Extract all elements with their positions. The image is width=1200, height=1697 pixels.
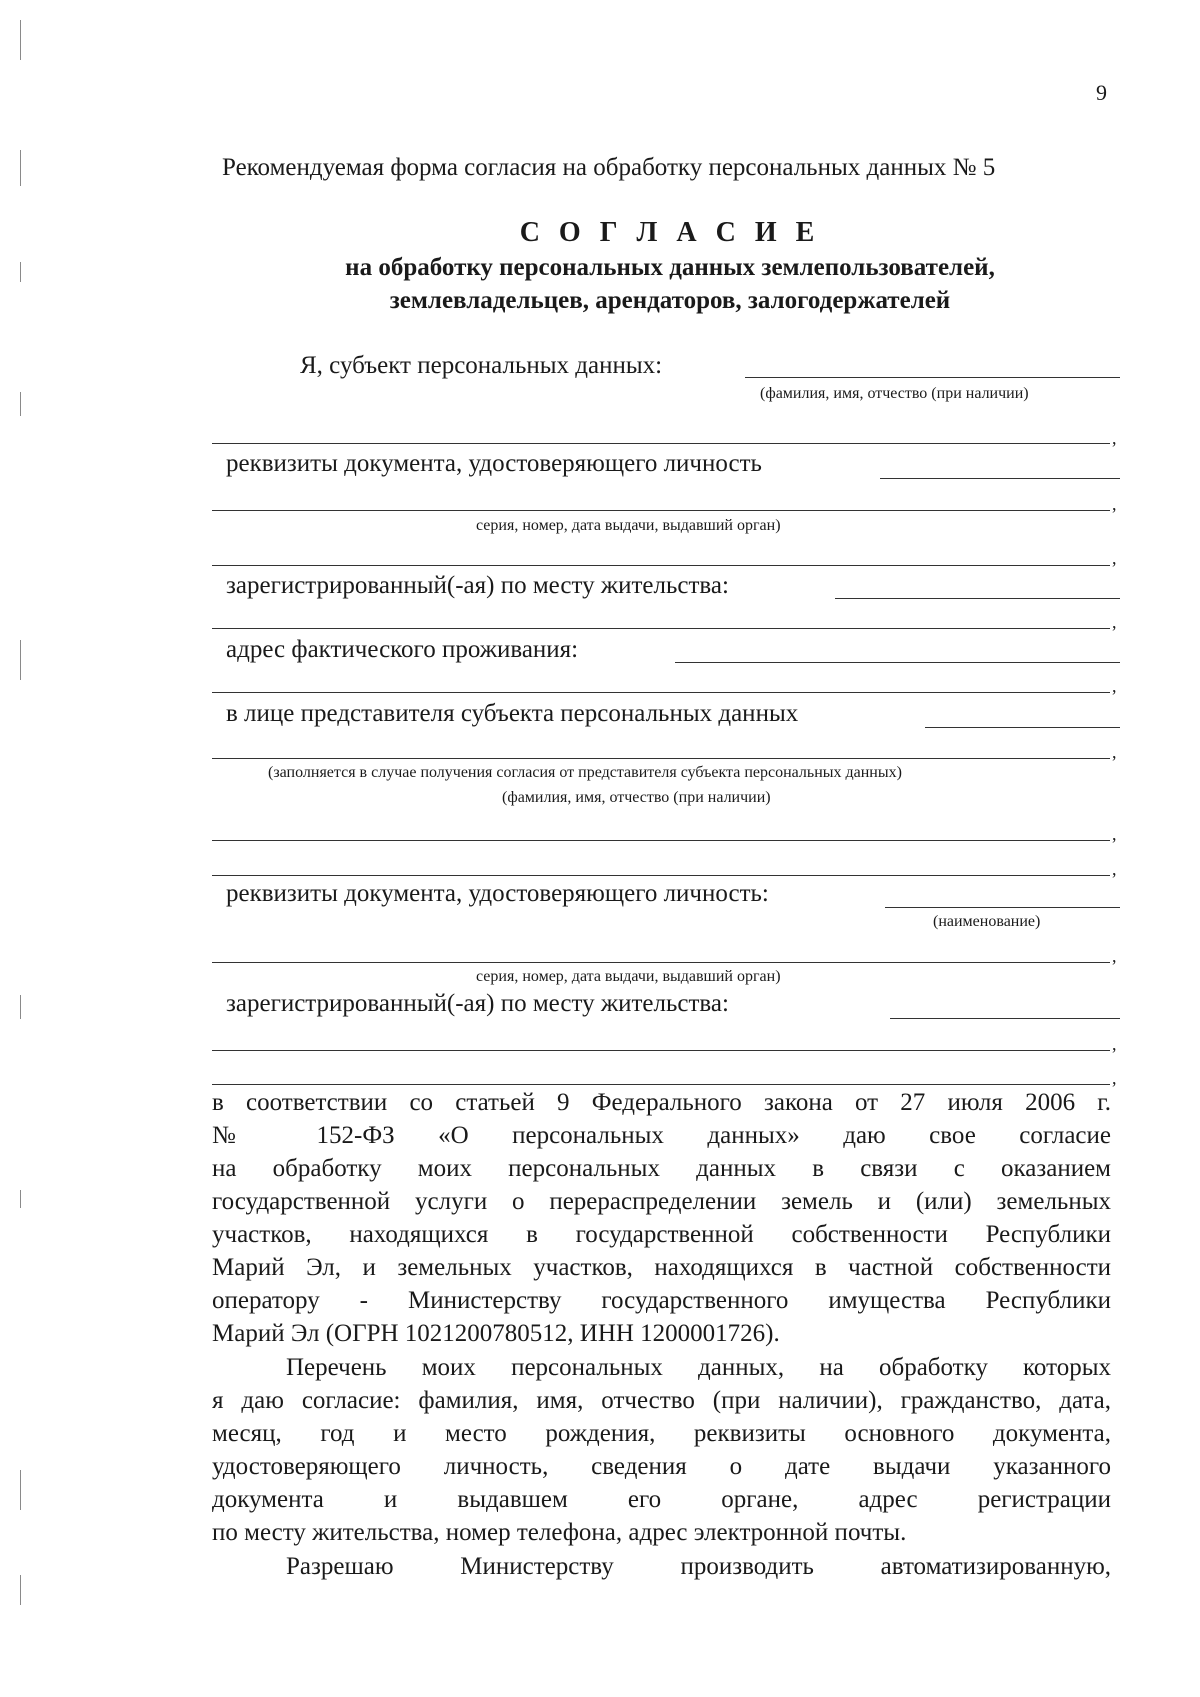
- identity-document-field-line3[interactable]: [212, 565, 1110, 566]
- representative-field-line3[interactable]: [212, 840, 1110, 841]
- page-number: 9: [1096, 80, 1107, 105]
- representative-registration-field-line3[interactable]: [212, 1084, 1110, 1085]
- comma: ,: [1112, 742, 1117, 762]
- consent-text-line: в соответствии со статьей 9 Федерального закона от 27 июля 2006 г.: [212, 1089, 1111, 1116]
- comma: ,: [1112, 548, 1117, 568]
- representative-label: в лице представителя субъекта персональных данных: [226, 700, 799, 727]
- identity-document-field[interactable]: [880, 478, 1120, 479]
- subject-name-caption: (фамилия, имя, отчество (при наличии): [760, 385, 1029, 402]
- scan-edge-mark: [20, 150, 21, 186]
- consent-text-line: Марий Эл, и земельных участков, находящихся в частной собственности: [212, 1254, 1111, 1281]
- representative-registration-field[interactable]: [890, 1018, 1120, 1019]
- comma: ,: [1112, 428, 1117, 448]
- scan-edge-mark: [20, 1470, 21, 1510]
- subject-label: Я, субъект персональных данных:: [300, 352, 663, 379]
- identity-document-caption: серия, номер, дата выдачи, выдавший орган): [476, 517, 781, 534]
- scan-edge-mark: [20, 640, 21, 680]
- personal-data-list-line: я даю согласие: фамилия, имя, отчество (при наличии), гражданство, дата,: [212, 1387, 1111, 1414]
- comma: ,: [1112, 946, 1117, 966]
- consent-text-line: № 152-ФЗ «О персональных данных» даю свое согласие: [212, 1122, 1111, 1149]
- consent-text-line: Марий Эл (ОГРН 1021200780512, ИНН 1200001726).: [212, 1320, 780, 1347]
- scan-edge-mark: [20, 20, 21, 60]
- scan-edge-mark: [20, 995, 21, 1019]
- comma: ,: [1112, 676, 1117, 696]
- representative-caption: (заполняется в случае получения согласия от представителя субъекта персональных данных): [268, 764, 902, 781]
- identity-document-field-line2[interactable]: [212, 510, 1110, 511]
- scan-edge-mark: [20, 1575, 21, 1605]
- comma: ,: [1112, 859, 1117, 879]
- actual-address-field[interactable]: [675, 662, 1120, 663]
- comma: ,: [1112, 1034, 1117, 1054]
- scan-edge-mark: [20, 1190, 21, 1208]
- document-subheading: землевладельцев, арендаторов, залогодержателей: [389, 287, 951, 314]
- representative-document-caption: серия, номер, дата выдачи, выдавший орган): [476, 968, 781, 985]
- personal-data-list-line: Перечень моих персональных данных, на обработку которых: [286, 1354, 1111, 1381]
- representative-name-field-line2[interactable]: [212, 758, 1110, 759]
- permission-text-line: Разрешаю Министерству производить автоматизированную,: [286, 1553, 1111, 1580]
- consent-text-line: на обработку моих персональных данных в связи с оказанием: [212, 1155, 1111, 1182]
- subject-name-field[interactable]: [745, 377, 1120, 378]
- representative-registration-field-line2[interactable]: [212, 1050, 1110, 1051]
- representative-registration-label: зарегистрированный(-ая) по месту жительства:: [226, 990, 729, 1017]
- consent-text-line: оператору - Министерству государственного имущества Республики: [212, 1287, 1111, 1314]
- registration-label: зарегистрированный(-ая) по месту жительства:: [226, 572, 729, 599]
- registration-address-field[interactable]: [835, 598, 1120, 599]
- document-heading: С О Г Л А С И Е: [519, 217, 821, 248]
- comma: ,: [1112, 494, 1117, 514]
- actual-address-label: адрес фактического проживания:: [226, 636, 579, 663]
- comma: ,: [1112, 612, 1117, 632]
- scan-edge-mark: [20, 262, 21, 282]
- consent-text-line: участков, находящихся в государственной собственности Республики: [212, 1221, 1111, 1248]
- consent-text-line: государственной услуги о перераспределении земель и (или) земельных: [212, 1188, 1111, 1215]
- personal-data-list-line: месяц, год и место рождения, реквизиты основного документа,: [212, 1420, 1111, 1447]
- comma: ,: [1112, 1068, 1117, 1088]
- personal-data-list-line: документа и выдавшем его органе, адрес регистрации: [212, 1486, 1111, 1513]
- subject-name-field-line2[interactable]: [212, 443, 1110, 444]
- document-subheading: на обработку персональных данных землепользователей,: [345, 254, 995, 281]
- personal-data-list-line: удостоверяющего личность, сведения о дате выдачи указанного: [212, 1453, 1111, 1480]
- representative-document-field-line2[interactable]: [212, 962, 1110, 963]
- representative-name-caption: (фамилия, имя, отчество (при наличии): [502, 789, 771, 806]
- registration-address-field-line2[interactable]: [212, 628, 1110, 629]
- scan-edge-mark: [20, 392, 21, 416]
- personal-data-list-line: по месту жительства, номер телефона, адрес электронной почты.: [212, 1519, 907, 1546]
- representative-name-field[interactable]: [925, 727, 1120, 728]
- actual-address-field-line2[interactable]: [212, 692, 1110, 693]
- representative-document-label: реквизиты документа, удостоверяющего личность:: [226, 880, 769, 907]
- representative-document-field[interactable]: [885, 907, 1120, 908]
- form-title: Рекомендуемая форма согласия на обработку персональных данных № 5: [222, 154, 996, 181]
- representative-document-name-caption: (наименование): [933, 913, 1041, 930]
- comma: ,: [1112, 824, 1117, 844]
- identity-document-label: реквизиты документа, удостоверяющего личность: [226, 450, 762, 477]
- representative-field-line4[interactable]: [212, 875, 1110, 876]
